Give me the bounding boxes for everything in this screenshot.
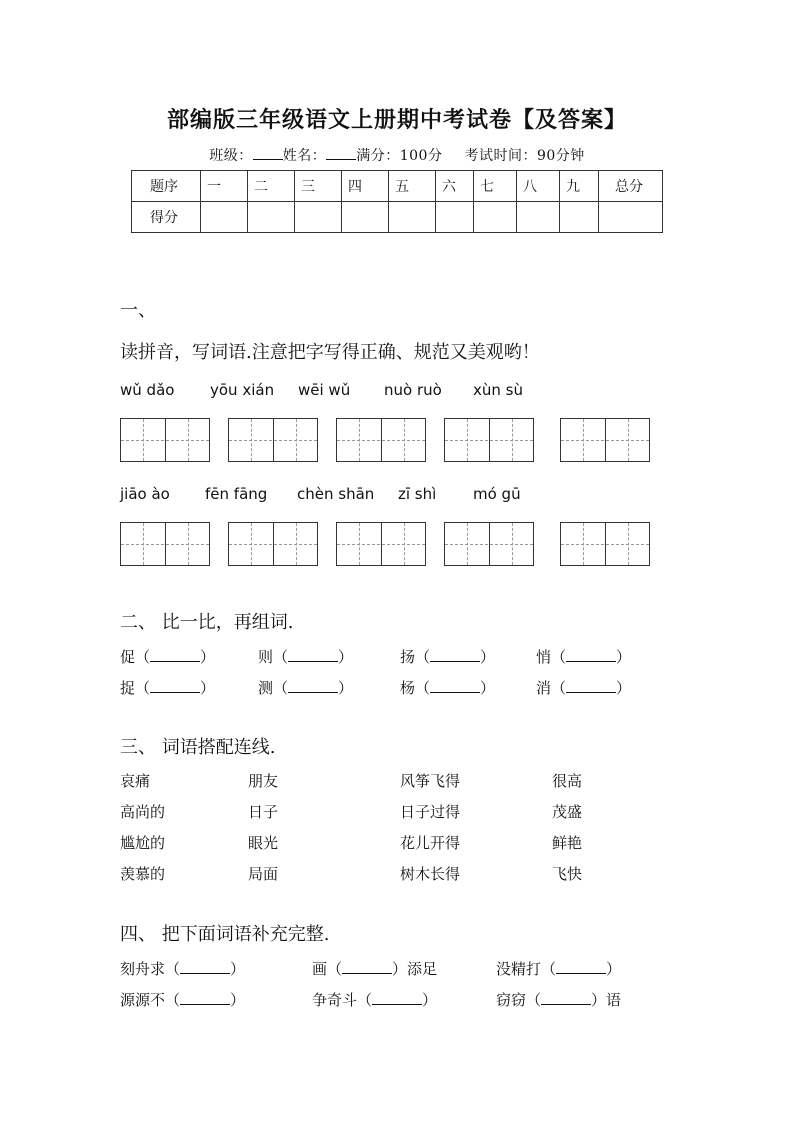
- match-word[interactable]: 羡慕的: [120, 865, 166, 883]
- score-cell[interactable]: [474, 202, 517, 233]
- section-4-heading: 四、 把下面词语补充完整.: [120, 924, 330, 945]
- idiom-item: 刻舟求（ ）: [120, 960, 246, 978]
- table-cell: 八: [517, 171, 560, 202]
- table-cell: 六: [436, 171, 474, 202]
- score-cell[interactable]: [560, 202, 599, 233]
- compare-item: 扬（ ）: [400, 648, 496, 666]
- pinyin-word: wēi wǔ: [298, 381, 351, 399]
- compare-item: 则（ ）: [258, 648, 354, 666]
- table-cell: 九: [560, 171, 599, 202]
- pinyin-word: xùn sù: [473, 381, 523, 399]
- section-3-heading: 三、 词语搭配连线.: [120, 737, 276, 758]
- match-word[interactable]: 眼光: [248, 834, 279, 852]
- match-word[interactable]: 日子过得: [400, 803, 461, 821]
- name-label: 姓名：: [282, 148, 327, 164]
- match-word[interactable]: 花儿开得: [400, 834, 461, 852]
- pinyin-word: yōu xián: [210, 381, 275, 399]
- answer-blank[interactable]: [288, 649, 338, 662]
- answer-blank[interactable]: [180, 961, 230, 974]
- pinyin-word: wǔ dǎo: [120, 381, 175, 399]
- match-word[interactable]: 树木长得: [400, 865, 461, 883]
- writing-grid[interactable]: [560, 522, 650, 566]
- writing-grid[interactable]: [444, 418, 534, 462]
- score-cell[interactable]: [201, 202, 248, 233]
- match-word[interactable]: 很高: [552, 772, 583, 790]
- pinyin-word: nuò ruò: [384, 381, 442, 399]
- match-word[interactable]: 日子: [248, 803, 279, 821]
- table-cell: 题序: [132, 171, 201, 202]
- pinyin-word: jiāo ào: [120, 485, 170, 503]
- table-cell: 一: [201, 171, 248, 202]
- answer-blank[interactable]: [288, 680, 338, 693]
- pinyin-row-2: [120, 485, 680, 505]
- answer-blank[interactable]: [372, 992, 422, 1005]
- table-cell: 四: [342, 171, 389, 202]
- writing-grid[interactable]: [560, 418, 650, 462]
- match-word[interactable]: 鲜艳: [552, 834, 583, 852]
- section-2-heading: 二、 比一比，再组词.: [120, 612, 294, 633]
- answer-blank[interactable]: [541, 992, 591, 1005]
- compare-item: 消（ ）: [536, 679, 632, 697]
- score-cell[interactable]: [517, 202, 560, 233]
- score-table-header: [132, 171, 663, 202]
- writing-grid[interactable]: [336, 522, 426, 566]
- answer-blank[interactable]: [566, 680, 616, 693]
- match-word[interactable]: 尴尬的: [120, 834, 166, 852]
- section-1-heading: 一、: [120, 300, 156, 321]
- table-cell: 二: [248, 171, 295, 202]
- pinyin-word: zī shì: [398, 485, 437, 503]
- answer-blank[interactable]: [430, 680, 480, 693]
- pinyin-word: mó gū: [473, 485, 521, 503]
- match-word[interactable]: 茂盛: [552, 803, 583, 821]
- compare-item: 测（ ）: [258, 679, 354, 697]
- writing-grid[interactable]: [336, 418, 426, 462]
- table-cell: 三: [295, 171, 342, 202]
- page-title: 部编版三年级语文上册期中考试卷【及答案】: [166, 108, 627, 133]
- table-cell: 得分: [132, 202, 201, 233]
- answer-blank[interactable]: [342, 961, 392, 974]
- table-cell: 五: [389, 171, 436, 202]
- pinyin-row-1: [120, 381, 680, 401]
- section-1-instruction: 读拼音，写词语.注意把字写得正确、规范又美观哟！: [120, 342, 540, 363]
- writing-grid[interactable]: [228, 418, 318, 462]
- answer-blank[interactable]: [150, 680, 200, 693]
- class-blank[interactable]: [253, 147, 283, 160]
- compare-item: 促（ ）: [120, 648, 216, 666]
- writing-grid[interactable]: [120, 522, 210, 566]
- idiom-item: 争奇斗（ ）: [312, 991, 438, 1009]
- match-word[interactable]: 飞快: [552, 865, 583, 883]
- answer-blank[interactable]: [180, 992, 230, 1005]
- score-cell[interactable]: [342, 202, 389, 233]
- writing-grid[interactable]: [120, 418, 210, 462]
- match-word[interactable]: 风筝飞得: [400, 772, 461, 790]
- exam-meta: [0, 145, 794, 165]
- match-word[interactable]: 哀痛: [120, 772, 151, 790]
- idiom-item: 画（ ）添足: [312, 960, 438, 978]
- idiom-item: 窃窃（ ）语: [496, 991, 622, 1009]
- score-cell[interactable]: [248, 202, 295, 233]
- match-word[interactable]: 局面: [248, 865, 279, 883]
- score-cell[interactable]: [389, 202, 436, 233]
- answer-blank[interactable]: [556, 961, 606, 974]
- score-table-row: [132, 202, 663, 233]
- compare-item: 杨（ ）: [400, 679, 496, 697]
- match-word[interactable]: 朋友: [248, 772, 279, 790]
- pinyin-word: chèn shān: [297, 485, 375, 503]
- full-score-label: 满分：100分: [356, 148, 443, 164]
- compare-item: 悄（ ）: [536, 648, 632, 666]
- score-table: [131, 170, 663, 233]
- class-label: 班级：: [209, 148, 253, 164]
- name-blank[interactable]: [326, 147, 356, 160]
- pinyin-word: fēn fāng: [205, 485, 268, 503]
- table-cell: 七: [474, 171, 517, 202]
- answer-blank[interactable]: [430, 649, 480, 662]
- idiom-item: 源源不（ ）: [120, 991, 246, 1009]
- answer-blank[interactable]: [150, 649, 200, 662]
- score-cell[interactable]: [436, 202, 474, 233]
- score-cell[interactable]: [599, 202, 663, 233]
- answer-blank[interactable]: [566, 649, 616, 662]
- compare-item: 捉（ ）: [120, 679, 216, 697]
- time-label: 考试时间：90分钟: [464, 148, 585, 164]
- idiom-item: 没精打（ ）: [496, 960, 622, 978]
- writing-grid[interactable]: [228, 522, 318, 566]
- match-word[interactable]: 高尚的: [120, 803, 166, 821]
- writing-grid[interactable]: [444, 522, 534, 566]
- score-cell[interactable]: [295, 202, 342, 233]
- table-cell: 总分: [599, 171, 663, 202]
